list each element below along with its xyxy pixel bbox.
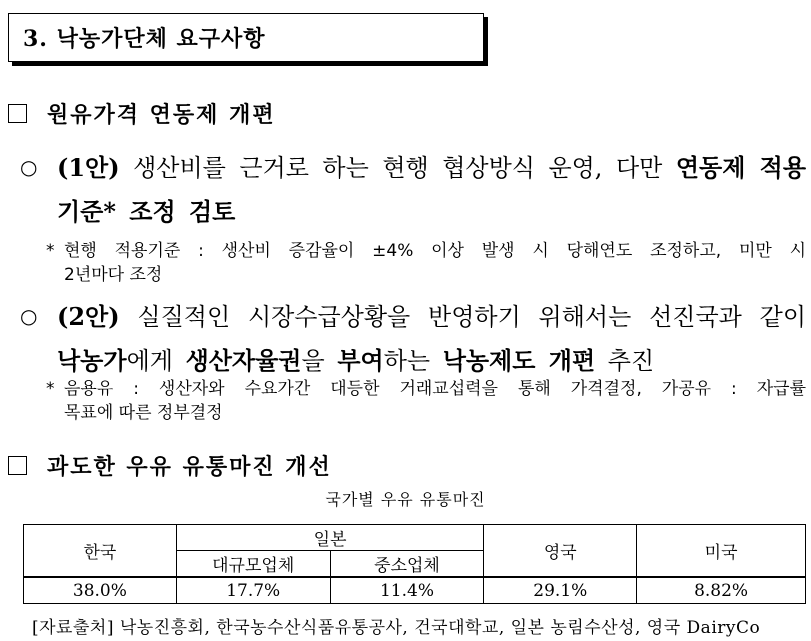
option-1-bold-text: 연동제 적용 <box>675 153 807 182</box>
section-title: 3. 낙농가단체 요구사항 <box>23 26 266 52</box>
cell-korea: 38.0% <box>24 577 177 604</box>
square-bullet-icon <box>8 104 27 123</box>
note-2-line-2: 목표에 따른 정부결정 <box>64 403 223 423</box>
note-milk-pricing <box>46 377 806 427</box>
option-1-bold-text-2: 기준* 조정 검토 <box>57 197 236 226</box>
header-uk: 영국 <box>484 525 637 578</box>
heading-distribution-margin <box>8 450 332 481</box>
section-title-box <box>8 13 484 62</box>
circle-bullet-icon: ○ <box>20 304 38 328</box>
note-current-criteria <box>46 239 806 289</box>
header-japan-large: 대규모업체 <box>176 551 330 578</box>
heading-text: 원유가격 연동제 개편 <box>47 102 276 128</box>
header-korea: 한국 <box>24 525 177 578</box>
cell-usa: 8.82% <box>637 577 806 604</box>
header-japan: 일본 <box>176 525 484 551</box>
bullet-option-1 <box>20 146 806 232</box>
bullet-option-1-text <box>57 146 806 234</box>
note-current-criteria-text <box>64 239 806 287</box>
option-1-text: 생산비를 근거로 하는 현행 협상방식 운영, 다만 <box>119 154 676 182</box>
option-2-bold-autonomy: 생산자율권 <box>185 346 302 375</box>
bullet-option-2 <box>20 295 806 381</box>
source-citation: [자료출처] 낙농진흥회, 한국농수산식품유통공사, 건국대학교, 일본 농림수산성, 영국 DairyCo <box>32 618 761 638</box>
note-1-line-2: 2년마다 조정 <box>64 265 163 285</box>
option-2-bold-farmers: 낙농가 <box>57 346 127 375</box>
bullet-option-2-line1 <box>57 295 806 339</box>
table-header-row <box>24 525 806 551</box>
distribution-margin-table <box>23 524 806 604</box>
option-2-text: 실질적인 시장수급상황을 반영하기 위해서는 선진국과 같이 <box>119 303 806 331</box>
option-2-bold-grant: 부여 <box>337 346 384 375</box>
option-2-plain-d: 추진 <box>595 347 655 375</box>
option-1-prefix: (1안) <box>57 153 120 182</box>
table-row <box>24 577 806 604</box>
bullet-option-1-line1 <box>57 146 806 190</box>
heading-text: 과도한 우유 유통마진 개선 <box>47 454 332 480</box>
option-2-plain-a: 에게 <box>126 347 186 375</box>
square-bullet-icon <box>8 456 27 475</box>
cell-uk: 29.1% <box>484 577 637 604</box>
header-usa: 미국 <box>637 525 806 578</box>
cell-japan-large: 17.7% <box>176 577 330 604</box>
note-1-line-1: 현행 적용기준 : 생산비 증감율이 ±4% 이상 발생 시 당해연도 조정하고, 미만 시 <box>64 241 806 261</box>
option-2-plain-c: 하는 <box>383 347 443 375</box>
note-2-line-1: 음용유 : 생산자와 수요가간 대등한 거래교섭력을 통해 가격결정, 가공유 : 자급률 <box>64 379 806 399</box>
circle-bullet-icon: ○ <box>20 155 38 179</box>
option-2-bold-reform: 낙농제도 개편 <box>442 346 596 375</box>
note-milk-pricing-text <box>64 377 806 425</box>
option-2-plain-b: 을 <box>301 347 338 375</box>
asterisk-mark: * <box>46 379 55 399</box>
cell-japan-small: 11.4% <box>330 577 484 604</box>
option-2-prefix: (2안) <box>57 302 120 331</box>
header-japan-small: 중소업체 <box>330 551 484 578</box>
table-caption: 국가별 우유 유통마진 <box>325 490 486 509</box>
heading-price-linkage <box>8 98 276 129</box>
asterisk-mark: * <box>46 241 55 261</box>
bullet-option-2-text <box>57 295 806 383</box>
